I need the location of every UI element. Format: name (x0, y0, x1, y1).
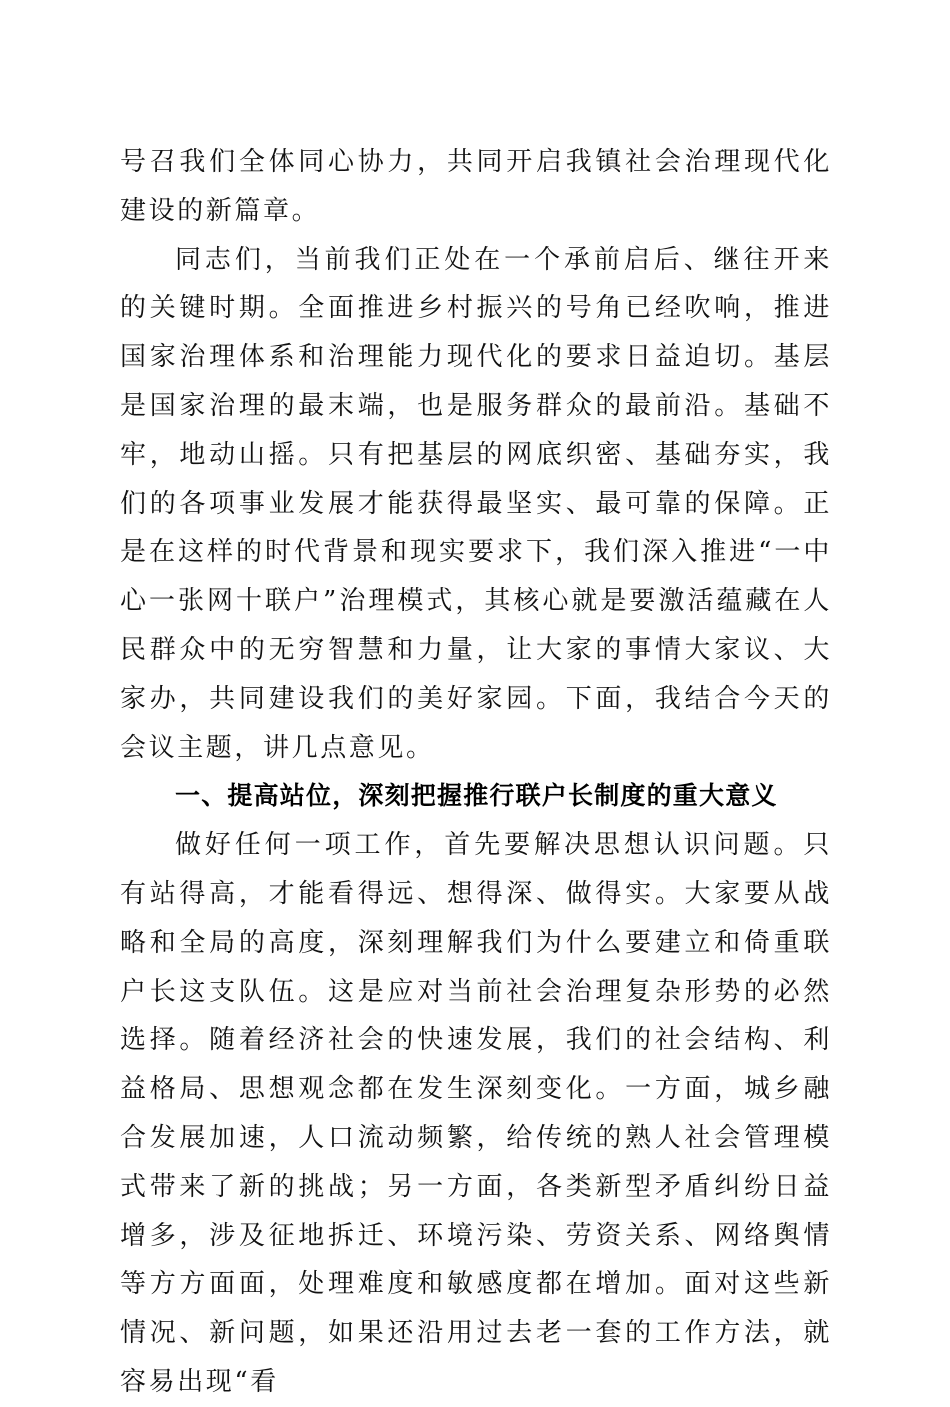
paragraph-comrades: 同志们，当前我们正处在一个承前启后、继往开来的关键时期。全面推进乡村振兴的号角已经吹响，推进国家治理体系和治理能力现代化的要求日益迫切。基层是国家治理的最末端，也是服务群众的最前沿。基础不牢，地动山摇。只有把基层的网底织密、基础夯实，我们的各项事业发展才能获得最坚实、最可靠的保障。正是在这样的时代背景和现实要求下，我们深入推进“一中心一张网十联户”治理模式，其核心就是要激活蕴藏在人民群众中的无穷智慧和力量，让大家的事情大家议、大家办，共同建设我们的美好家园。下面，我结合今天的会议主题，讲几点意见。 (120, 244, 832, 763)
paragraph-continuation: 号召我们全体同心协力，共同开启我镇社会治理现代化建设的新篇章。 (120, 147, 832, 226)
paragraph-section-1-body: 做好任何一项工作，首先要解决思想认识问题。只有站得高，才能看得远、想得深、做得实。大家要从战略和全局的高度，深刻理解我们为什么要建立和倚重联户长这支队伍。这是应对当前社会治理复杂形势的必然选择。随着经济社会的快速发展，我们的社会结构、利益格局、思想观念都在发生深刻变化。一方面，城乡融合发展加速，人口流动频繁，给传统的熟人社会管理模式带来了新的挑战；另一方面，各类新型矛盾纠纷日益增多，涉及征地拆迁、环境污染、劳资关系、网络舆情等方方面面，处理难度和敏感度都在增加。面对这些新情况、新问题，如果还沿用过去老一套的工作方法，就容易出现“看 (120, 830, 832, 1397)
section-heading-1: 一、提高站位，深刻把握推行联户长制度的重大意义 (175, 781, 778, 811)
document-body (120, 138, 832, 1407)
